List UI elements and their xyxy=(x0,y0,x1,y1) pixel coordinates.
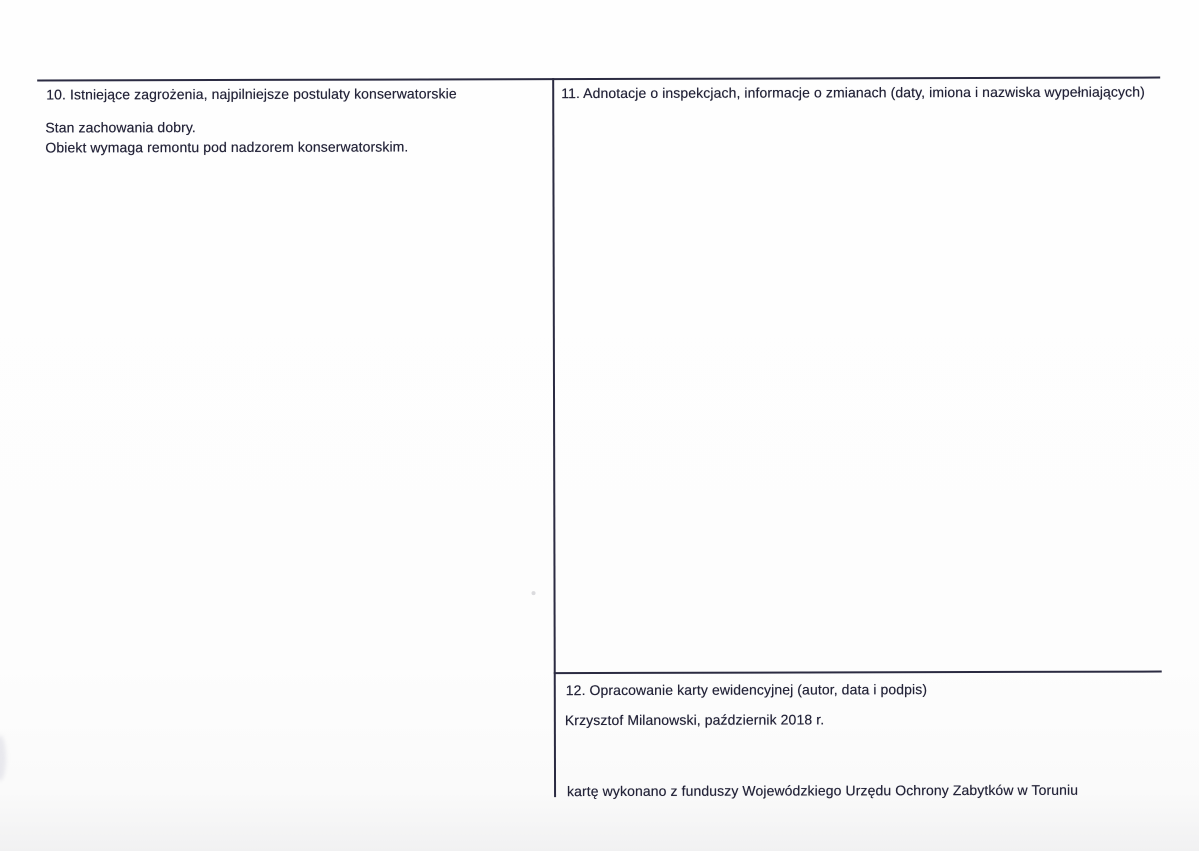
section-10-line: Obiekt wymaga remontu pod nadzorem konserwatorskim. xyxy=(45,137,409,155)
column-divider xyxy=(552,78,556,797)
section-10-header: 10. Istniejące zagrożenia, najpilniejsze postulaty konserwatorskie xyxy=(46,85,457,103)
section-12-funding-note: kartę wykonano z funduszy Wojewódzkiego Urzędu Ochrony Zabytków w Toruniu xyxy=(567,781,1079,800)
section-12-header: 12. Opracowanie karty ewidencyjnej (autor, data i podpis) xyxy=(565,681,928,699)
section-10-line: Stan zachowania dobry. xyxy=(45,119,196,136)
scan-artifact-speck xyxy=(532,591,536,595)
section-10-content xyxy=(45,117,408,157)
table-top-border xyxy=(37,77,1160,82)
section-11-header: 11. Adnotacje o inspekcjach, informacje o zmianach (daty, imiona i nazwiska wypełniających) xyxy=(561,83,1145,102)
section-12-top-border xyxy=(554,671,1162,675)
section-12-author-line: Krzysztof Milanowski, październik 2018 r. xyxy=(564,711,825,729)
